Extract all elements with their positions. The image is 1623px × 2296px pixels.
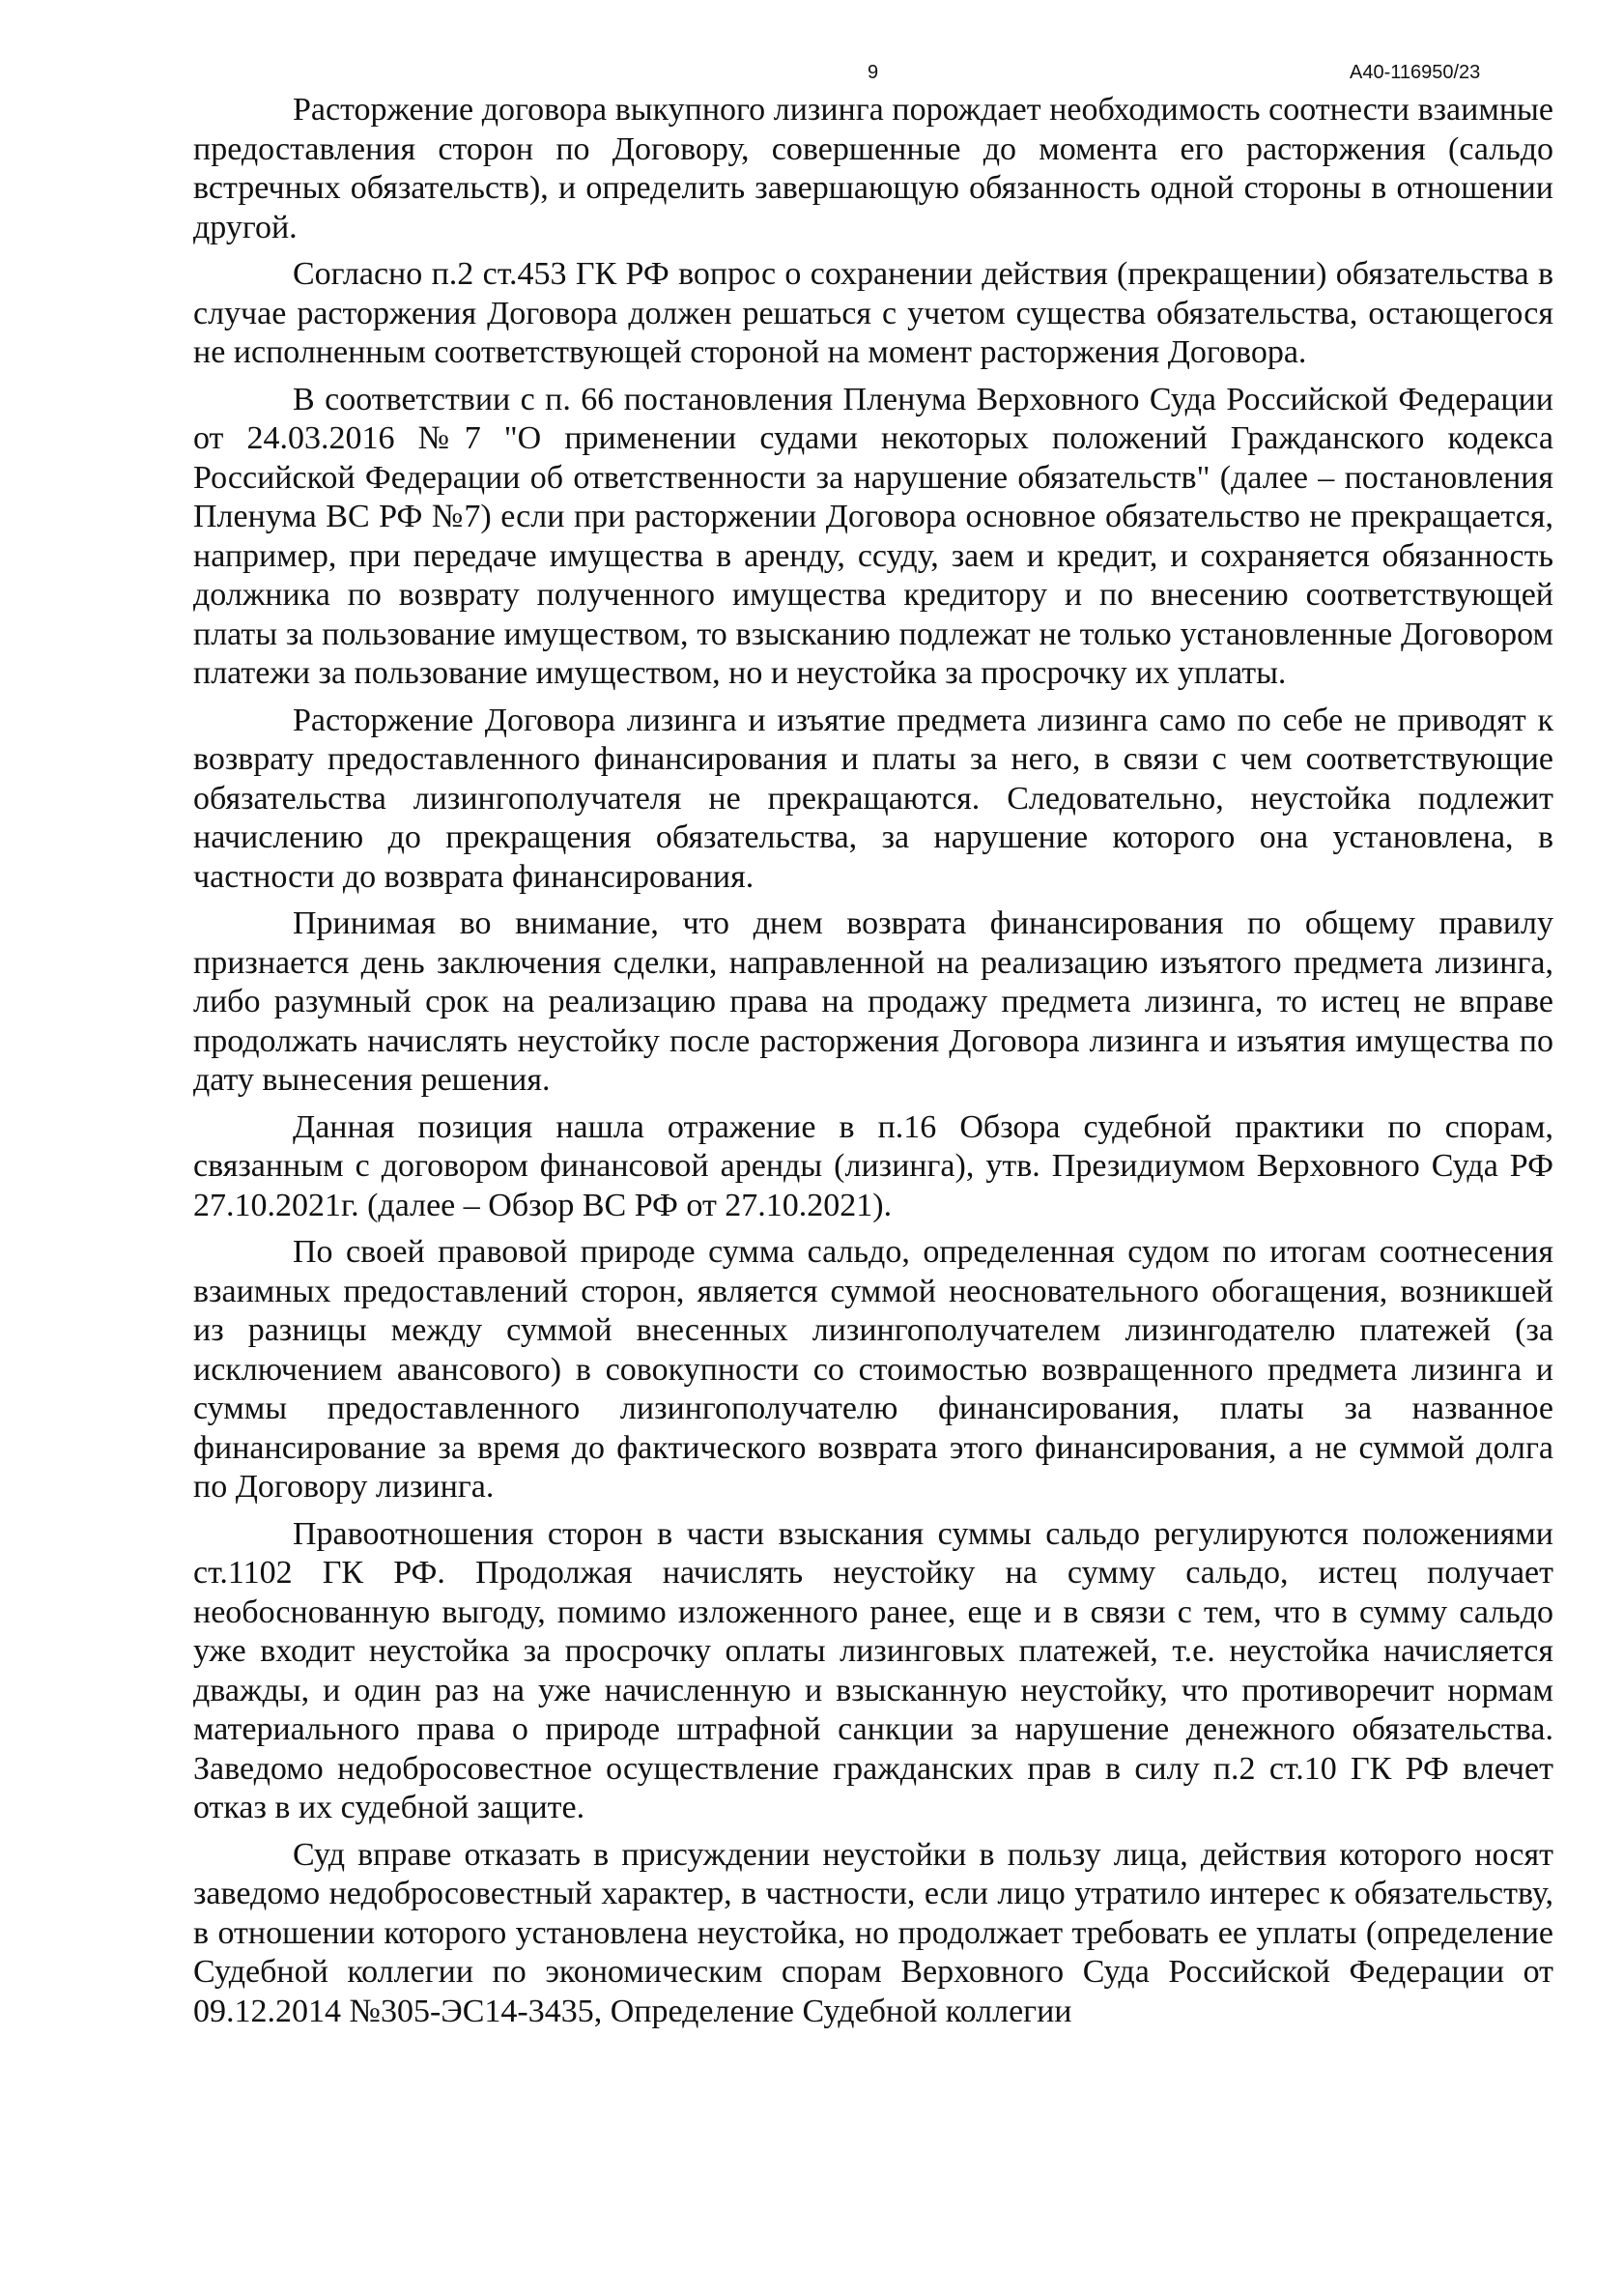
paragraph-saldo-nature: По своей правовой природе сумма сальдо, определенная судом по итогам соотнесения взаимных предоставлений сторон, является суммой неосновательного обогащения, возникшей из разницы между суммой внесенных лизингополучателем лизингодателю платежей (за исключением авансового) в совокупности со стоимостью возвращенного предмета лизинга и суммы предоставленного лизингополучателю финансирования, платы за названное финансирование за время до фактического возврата этого финансирования, а не суммой долга по Договору лизинга. (193, 1234, 1553, 1505)
paragraph-article-453: Согласно п.2 ст.453 ГК РФ вопрос о сохранении действия (прекращении) обязательства в случае расторжения Договора должен решаться с учетом существа обязательства, остающегося не исполненным соответствующей стороной на момент расторжения Договора. (193, 256, 1553, 370)
paragraph-return-of-financing: Принимая во внимание, что днем возврата финансирования по общему правилу признается день заключения сделки, направленной на реализацию изъятого предмета лизинга, либо разумный срок на реализацию права на продажу предмета лизинга, то истец не вправе продолжать начислять неустойку после расторжения Договора лизинга и изъятия имущества по дату вынесения решения. (193, 905, 1553, 1098)
paragraph-article-1102: Правоотношения сторон в части взыскания суммы сальдо регулируются положениями ст.1102 ГК РФ. Продолжая начислять неустойку на сумму сальдо, истец получает необоснованную выгоду, помимо изложенного ранее, еще и в связи с тем, что в сумму сальдо уже входит неустойка за просрочку оплаты лизинговых платежей, т.е. неустойка начисляется дважды, и один раз на уже начисленную и взысканную неустойку, что противоречит нормам материального права о природе штрафной санкции за нарушение денежного обязательства. Заведомо недобросовестное осуществление гражданских прав в силу п.2 ст.10 ГК РФ влечет отказ в их судебной защите. (193, 1515, 1553, 1825)
paragraph-plenum-resolution-7: В соответствии с п. 66 постановления Пленума Верховного Суда Российской Федерации от 24.03.2016 №7 "О применении судами некоторых положений Гражданского кодекса Российской Федерации об ответственности за нарушение обязательств" (далее – постановления Пленума ВС РФ №7) если при расторжении Договора основное обязательство не прекращается, например, при передаче имущества в аренду, ссуду, заем и кредит, и сохраняется обязанность должника по возврату полученного имущества кредитору и по внесению соответствующей платы за пользование имуществом, то взысканию подлежат не только установленные Договором платежи за пользование имуществом, но и неустойка за просрочку их уплаты. (193, 381, 1553, 691)
document-body (193, 91, 1553, 2031)
paragraph-penalty-accrual: Расторжение Договора лизинга и изъятие предмета лизинга само по себе не приводят к возврату предоставленного финансирования и платы за него, в связи с чем соответствующие обязательства лизингополучателя не прекращаются. Следовательно, неустойка подлежит начислению до прекращения обязательства, за нарушение которого она установлена, в частности до возврата финансирования. (193, 702, 1553, 895)
page-number: 9 (868, 62, 879, 83)
paragraph-court-refusal: Суд вправе отказать в присуждении неустойки в пользу лица, действия которого носят заведомо недобросовестный характер, в частности, если лицо утратило интерес к обязательству, в отношении которого установлена неустойка, но продолжает требовать ее уплаты (определение Судебной коллегии по экономическим спорам Верховного Суда Российской Федерации от 09.12.2014 №305-ЭС14-3435, Определение Судебной коллегии (193, 1836, 1553, 2029)
paragraph-termination-of-lease: Расторжение договора выкупного лизинга порождает необходимость соотнести взаимные предоставления сторон по Договору, совершенные до момента его расторжения (сальдо встречных обязательств), и определить завершающую обязанность одной стороны в отношении другой. (193, 92, 1553, 245)
paragraph-supreme-court-review: Данная позиция нашла отражение в п.16 Обзора судебной практики по спорам, связанным с договором финансовой аренды (лизинга), утв. Президиумом Верховного Суда РФ 27.10.2021г. (далее – Обзор ВС РФ от 27.10.2021). (193, 1108, 1553, 1223)
case-number: А40-116950/23 (1350, 62, 1481, 83)
